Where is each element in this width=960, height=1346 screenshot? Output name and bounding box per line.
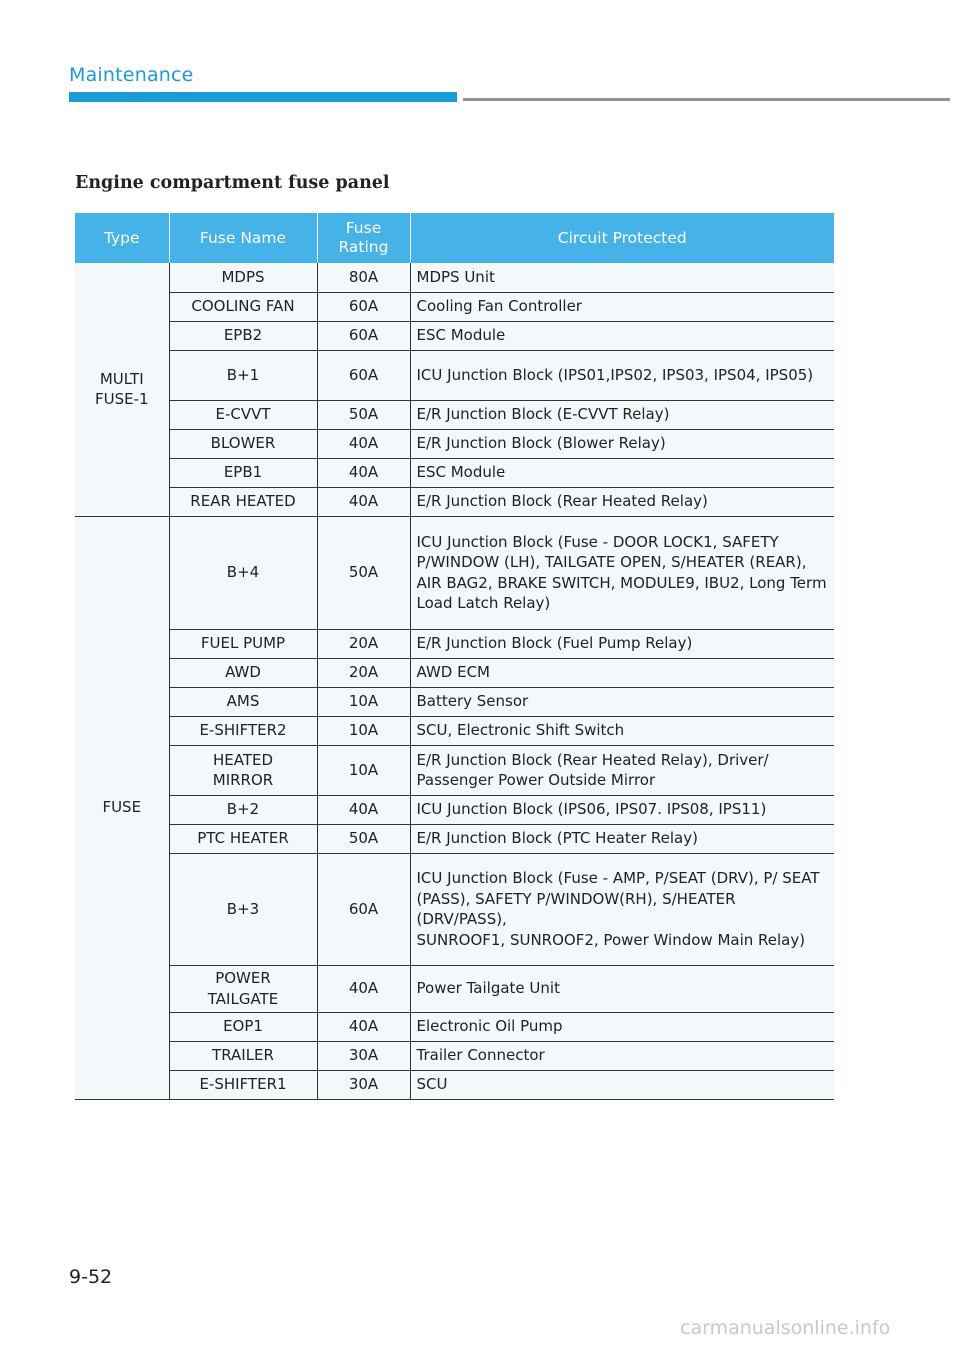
- fuse-name-cell: BLOWER: [169, 429, 317, 458]
- table-row: [75, 824, 834, 853]
- fuse-rating-cell: 10A: [317, 687, 410, 716]
- table-row: [75, 965, 834, 1012]
- fuse-name-cell: REAR HEATED: [169, 487, 317, 516]
- fuse-rating-cell: 20A: [317, 629, 410, 658]
- table-header-row: [75, 213, 834, 263]
- circuit-protected-cell: E/R Junction Block (E-CVVT Relay): [410, 400, 834, 429]
- fuse-name-cell: B+1: [169, 350, 317, 400]
- fuse-name-cell: EPB2: [169, 321, 317, 350]
- table-row: [75, 853, 834, 965]
- circuit-protected-cell: E/R Junction Block (PTC Heater Relay): [410, 824, 834, 853]
- fuse-table: [75, 213, 834, 1100]
- fuse-rating-cell: 40A: [317, 487, 410, 516]
- fuse-rating-cell: 60A: [317, 853, 410, 965]
- table-row: [75, 350, 834, 400]
- fuse-type-cell: MULTI FUSE-1: [75, 263, 169, 516]
- fuse-name-cell: EPB1: [169, 458, 317, 487]
- fuse-name-cell: AMS: [169, 687, 317, 716]
- fuse-name-cell: AWD: [169, 658, 317, 687]
- table-row: [75, 487, 834, 516]
- page-heading: Engine compartment fuse panel: [75, 173, 390, 193]
- fuse-rating-cell: 60A: [317, 350, 410, 400]
- fuse-name-cell: COOLING FAN: [169, 292, 317, 321]
- column-header-fuse-name: Fuse Name: [169, 213, 317, 263]
- header-rule: [463, 98, 950, 101]
- table-row: [75, 745, 834, 795]
- fuse-rating-cell: 50A: [317, 516, 410, 629]
- table-row: [75, 516, 834, 629]
- fuse-name-cell: EOP1: [169, 1012, 317, 1041]
- circuit-protected-cell: SCU: [410, 1070, 834, 1099]
- fuse-type-cell: FUSE: [75, 516, 169, 1099]
- circuit-protected-cell: ICU Junction Block (IPS01,IPS02, IPS03, IPS04, IPS05): [410, 350, 834, 400]
- circuit-protected-cell: Electronic Oil Pump: [410, 1012, 834, 1041]
- fuse-rating-cell: 10A: [317, 745, 410, 795]
- circuit-protected-cell: Power Tailgate Unit: [410, 965, 834, 1012]
- fuse-name-cell: E-CVVT: [169, 400, 317, 429]
- table-row: [75, 629, 834, 658]
- fuse-rating-cell: 40A: [317, 795, 410, 824]
- circuit-protected-cell: E/R Junction Block (Rear Heated Relay): [410, 487, 834, 516]
- table-row: [75, 292, 834, 321]
- fuse-rating-cell: 60A: [317, 321, 410, 350]
- fuse-rating-cell: 40A: [317, 458, 410, 487]
- section-title: Maintenance: [69, 64, 194, 86]
- circuit-protected-cell: MDPS Unit: [410, 263, 834, 292]
- table-row: [75, 1012, 834, 1041]
- fuse-rating-cell: 40A: [317, 965, 410, 1012]
- fuse-name-cell: PTC HEATER: [169, 824, 317, 853]
- circuit-protected-cell: AWD ECM: [410, 658, 834, 687]
- table-row: [75, 263, 834, 292]
- table-row: [75, 321, 834, 350]
- fuse-rating-cell: 30A: [317, 1041, 410, 1070]
- table-row: [75, 1070, 834, 1099]
- fuse-name-cell: B+2: [169, 795, 317, 824]
- table-row: [75, 687, 834, 716]
- circuit-protected-cell: Cooling Fan Controller: [410, 292, 834, 321]
- header-accent-bar: [69, 92, 457, 102]
- table-row: [75, 400, 834, 429]
- fuse-name-cell: B+3: [169, 853, 317, 965]
- circuit-protected-cell: ICU Junction Block (IPS06, IPS07. IPS08, IPS11): [410, 795, 834, 824]
- fuse-rating-cell: 60A: [317, 292, 410, 321]
- fuse-name-cell: B+4: [169, 516, 317, 629]
- circuit-protected-cell: ESC Module: [410, 458, 834, 487]
- fuse-name-cell: E-SHIFTER1: [169, 1070, 317, 1099]
- circuit-protected-cell: ICU Junction Block (Fuse - DOOR LOCK1, SAFETY P/WINDOW (LH), TAILGATE OPEN, S/HEATER (REAR), AIR BAG2, BRAKE SWITCH, MODULE9, IBU2, Long Term Load Latch Relay): [410, 516, 834, 629]
- fuse-rating-cell: 10A: [317, 716, 410, 745]
- table-row: [75, 658, 834, 687]
- fuse-rating-cell: 50A: [317, 400, 410, 429]
- watermark: carmanualsonline.info: [680, 1317, 891, 1339]
- circuit-protected-cell: E/R Junction Block (Fuel Pump Relay): [410, 629, 834, 658]
- fuse-table-body: [75, 263, 834, 1099]
- circuit-protected-cell: Battery Sensor: [410, 687, 834, 716]
- circuit-protected-cell: E/R Junction Block (Rear Heated Relay), Driver/ Passenger Power Outside Mirror: [410, 745, 834, 795]
- table-row: [75, 716, 834, 745]
- circuit-protected-cell: ESC Module: [410, 321, 834, 350]
- fuse-rating-cell: 30A: [317, 1070, 410, 1099]
- fuse-rating-cell: 20A: [317, 658, 410, 687]
- fuse-rating-cell: 50A: [317, 824, 410, 853]
- column-header-fuse-rating: Fuse Rating: [317, 213, 410, 263]
- table-row: [75, 458, 834, 487]
- table-row: [75, 1041, 834, 1070]
- fuse-name-cell: E-SHIFTER2: [169, 716, 317, 745]
- fuse-name-cell: FUEL PUMP: [169, 629, 317, 658]
- column-header-circuit: Circuit Protected: [410, 213, 834, 263]
- circuit-protected-cell: E/R Junction Block (Blower Relay): [410, 429, 834, 458]
- fuse-rating-cell: 40A: [317, 1012, 410, 1041]
- fuse-rating-cell: 80A: [317, 263, 410, 292]
- circuit-protected-cell: ICU Junction Block (Fuse - AMP, P/SEAT (DRV), P/ SEAT (PASS), SAFETY P/WINDOW(RH), S/HEATER (DRV/PASS), SUNROOF1, SUNROOF2, Power Window Main Relay): [410, 853, 834, 965]
- page-number: 9-52: [69, 1266, 113, 1288]
- circuit-protected-cell: SCU, Electronic Shift Switch: [410, 716, 834, 745]
- table-row: [75, 429, 834, 458]
- fuse-name-cell: TRAILER: [169, 1041, 317, 1070]
- fuse-name-cell: POWER TAILGATE: [169, 965, 317, 1012]
- circuit-protected-cell: Trailer Connector: [410, 1041, 834, 1070]
- table-row: [75, 795, 834, 824]
- fuse-name-cell: MDPS: [169, 263, 317, 292]
- column-header-type: Type: [75, 213, 169, 263]
- fuse-name-cell: HEATED MIRROR: [169, 745, 317, 795]
- fuse-rating-cell: 40A: [317, 429, 410, 458]
